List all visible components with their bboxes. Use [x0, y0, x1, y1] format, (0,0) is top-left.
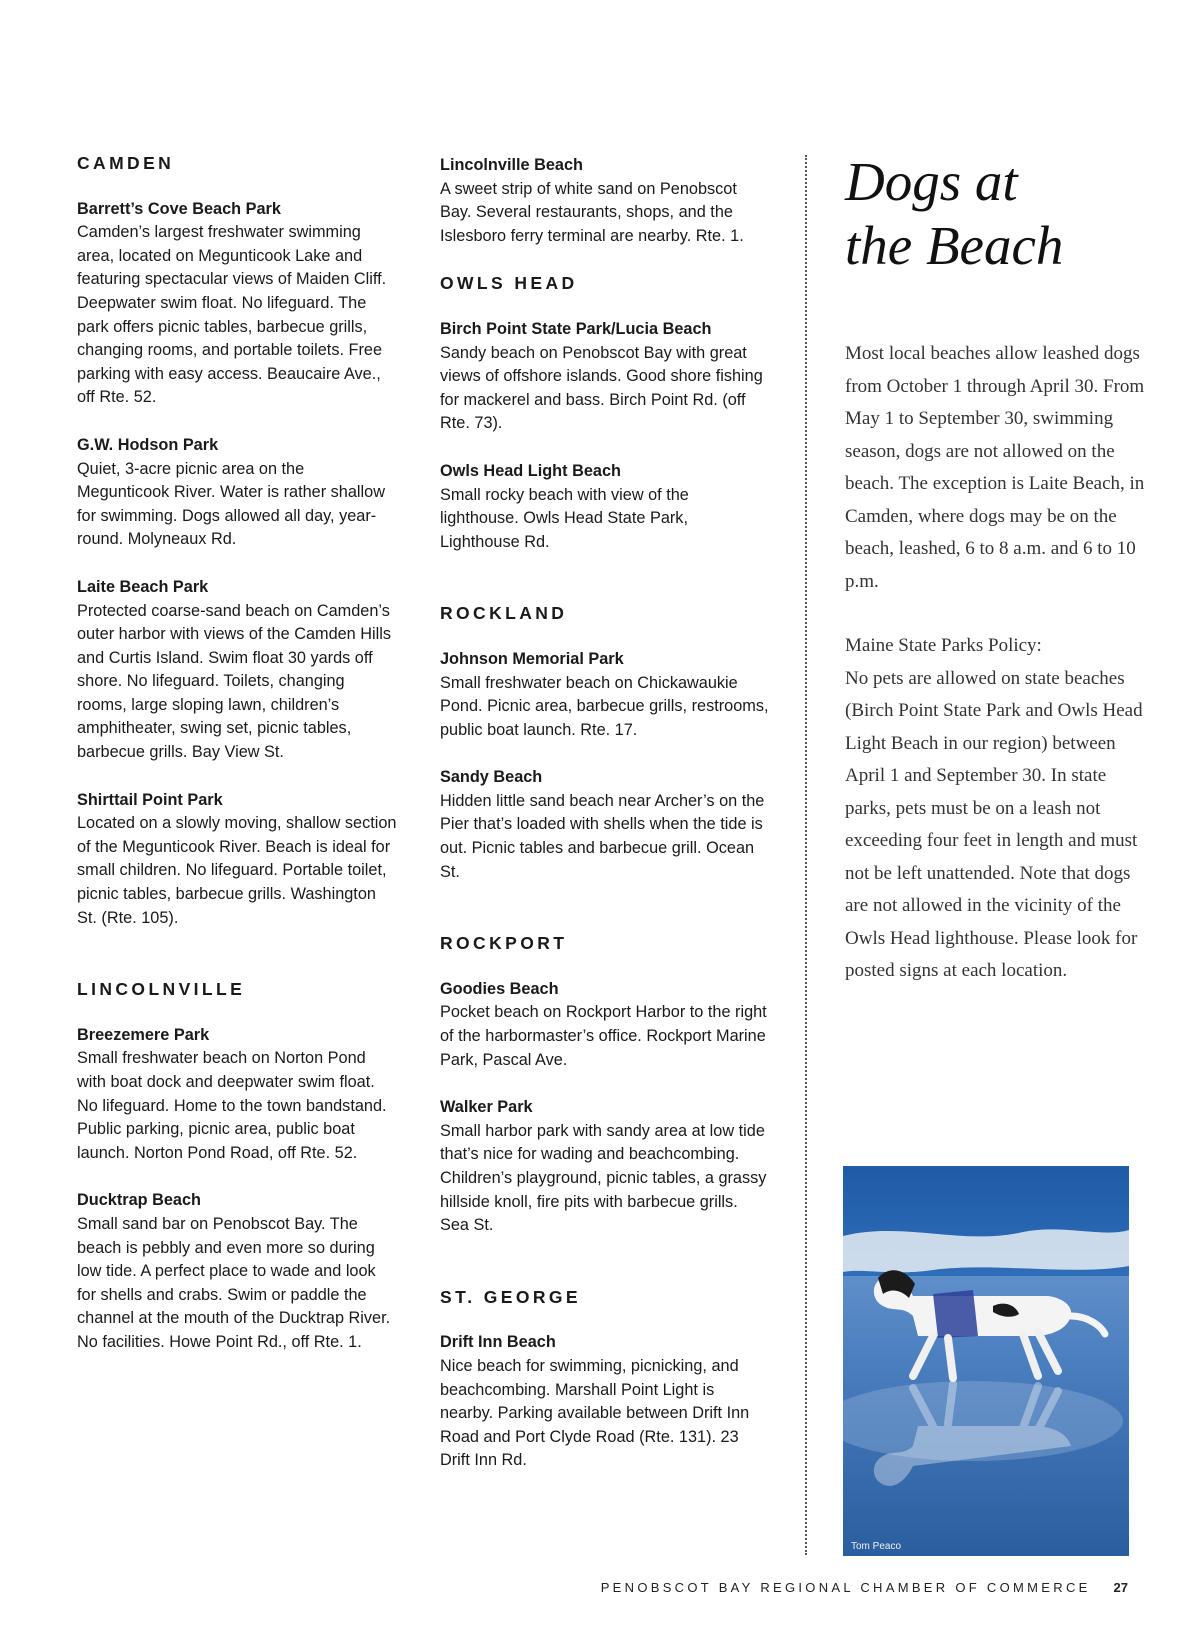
- beach-name: Johnson Memorial Park: [440, 649, 624, 668]
- beach-description: Protected coarse-sand beach on Camden’s outer harbor with views of the Camden Hills and Curtis Island. Swim float 30 yards off shore. No lifeguard. Toilets, changing rooms, large sloping lawn, children’s amphitheater, swing set, picnic tables, barbecue grills. Bay View St.: [77, 601, 392, 762]
- beach-name: Lincolnville Beach: [440, 156, 583, 174]
- beach-name: Laite Beach Park: [77, 577, 209, 596]
- beach-entry: [440, 1096, 770, 1238]
- beach-entry: [77, 198, 397, 410]
- dotted-divider: [805, 155, 807, 1555]
- beach-description: Small harbor park with sandy area at low tide that’s nice for wading and beachcombing. Children’s playground, picnic tables, a grassy hillside knoll, fire pits with barbecue grills. Sea St.: [440, 1121, 767, 1235]
- beach-entry: [77, 434, 397, 552]
- beach-name: Barrett’s Cove Beach Park: [77, 199, 281, 218]
- region-heading-lincolnville: LINCOLNVILLE: [77, 979, 246, 1000]
- region-heading-st-george: ST. GEORGE: [440, 1286, 581, 1307]
- region-heading-owls-head: OWLS HEAD: [440, 273, 578, 294]
- beach-description: Quiet, 3-acre picnic area on the Megunticook River. Water is rather shallow for swimming. Dogs allowed all day, year-round. Molyneaux Rd.: [77, 459, 385, 549]
- beach-description: Nice beach for swimming, picnicking, and beachcombing. Marshall Point Light is nearby. Parking available between Drift Inn Road and Port Clyde Road (Rte. 131). 23 Drift Inn Rd.: [440, 1356, 750, 1470]
- beach-entry: [77, 576, 397, 765]
- beach-name: Shirttail Point Park: [77, 790, 223, 809]
- publication-name: PENOBSCOT BAY REGIONAL CHAMBER OF COMMERCE: [600, 1580, 1091, 1595]
- beach-entry: [440, 318, 770, 436]
- sidebar-title: [845, 150, 1145, 278]
- page-number: 27: [1113, 1580, 1128, 1595]
- beach-entry: [440, 766, 770, 884]
- left-column: [77, 152, 397, 1379]
- beach-description: Small freshwater beach on Norton Pond with boat dock and deepwater swim float. No lifeguard. Home to the town bandstand. Public parking, picnic area, public boat launch. Norton Pond Road, off Rte. 52.: [77, 1049, 387, 1162]
- beach-entry: [440, 648, 770, 742]
- region-heading-rockland: ROCKLAND: [440, 603, 568, 624]
- sidebar-paragraph: Most local beaches allow leashed dogs from October 1 through April 30. From May 1 to September 30, swimming season, dogs are not allowed on the beach. The exception is Laite Beach, in Camden, where dogs may be on the beach, leashed, 6 to 8 a.m. and 6 to 10 p.m.: [845, 343, 1145, 592]
- beach-description: A sweet strip of white sand on Penobscot Bay. Several restaurants, shops, and the Islesboro ferry terminal are nearby. Rte. 1.: [440, 179, 744, 245]
- beach-entry: [77, 1024, 397, 1166]
- beach-description: Hidden little sand beach near Archer’s on the Pier that’s loaded with shells when the tide is out. Picnic tables and barbecue grill. Ocean St.: [440, 791, 765, 881]
- beach-name: G.W. Hodson Park: [77, 435, 219, 454]
- sidebar-paragraph: No pets are allowed on state beaches (Birch Point State Park and Owls Head Light Beach in our region) between April 1 and September 30. In state parks, pets must be on a leash not exceeding four feet in length and must not be left unattended. Note that dogs are not allowed in the vicinity of the Owls Head lighthouse. Please look for posted signs at each location.: [845, 667, 1143, 981]
- beach-description: Small sand bar on Penobscot Bay. The beach is pebbly and even more so during low tide. A perfect place to wade and look for shells and crabs. Swim or paddle the channel at the mouth of the Ducktrap River. No facilities. Howe Point Rd., off Rte. 1.: [77, 1214, 391, 1351]
- beach-description: Small freshwater beach on Chickawaukie Pond. Picnic area, barbecue grills, restrooms, public boat launch. Rte. 17.: [440, 673, 769, 739]
- beach-name: Owls Head Light Beach: [440, 461, 621, 480]
- beach-entry: [77, 789, 397, 931]
- page-footer: [601, 1580, 1128, 1595]
- beach-name: Breezemere Park: [77, 1025, 210, 1044]
- dog-beach-photo: [843, 1166, 1129, 1556]
- photo-credit: Tom Peaco: [851, 1541, 902, 1552]
- policy-heading: Maine State Parks Policy:: [845, 635, 1042, 656]
- middle-column: [440, 154, 770, 1497]
- beach-entry: [440, 154, 770, 248]
- beach-name: Walker Park: [440, 1098, 533, 1117]
- beach-entry: [440, 978, 770, 1072]
- beach-name: Ducktrap Beach: [77, 1191, 201, 1210]
- dogs-sidebar: [845, 150, 1145, 988]
- sidebar-title-line: the Beach: [845, 215, 1064, 276]
- beach-description: Camden’s largest freshwater swimming area, located on Megunticook Lake and featuring spectacular views of Maiden Cliff. Deepwater swim float. No lifeguard. The park offers picnic tables, barbecue grills, changing rooms, and portable toilets. Free parking with easy access. Beaucaire Ave., off Rte. 52.: [77, 223, 387, 407]
- beach-name: Goodies Beach: [440, 979, 559, 998]
- sidebar-title-line: Dogs at: [845, 151, 1018, 212]
- beach-description: Sandy beach on Penobscot Bay with great views of offshore islands. Good shore fishing for mackerel and bass. Birch Point Rd. (off Rte. 73).: [440, 343, 763, 433]
- region-heading-camden: CAMDEN: [77, 153, 175, 173]
- region-heading-rockport: ROCKPORT: [440, 933, 568, 954]
- beach-entry: [440, 1331, 770, 1473]
- beach-description: Located on a slowly moving, shallow section of the Megunticook River. Beach is ideal for small children. No lifeguard. Portable toilet, picnic tables, barbecue grills. Washington St. (Rte. 105).: [77, 814, 397, 927]
- beach-name: Birch Point State Park/Lucia Beach: [440, 319, 712, 338]
- beach-description: Pocket beach on Rockport Harbor to the right of the harbormaster’s office. Rockport Marine Park, Pascal Ave.: [440, 1003, 767, 1069]
- beach-name: Drift Inn Beach: [440, 1333, 556, 1352]
- beach-description: Small rocky beach with view of the lighthouse. Owls Head State Park, Lighthouse Rd.: [440, 485, 689, 551]
- beach-entry: [77, 1189, 397, 1354]
- beach-name: Sandy Beach: [440, 768, 543, 787]
- photo-illustration: [843, 1166, 1129, 1556]
- beach-entry: [440, 460, 770, 554]
